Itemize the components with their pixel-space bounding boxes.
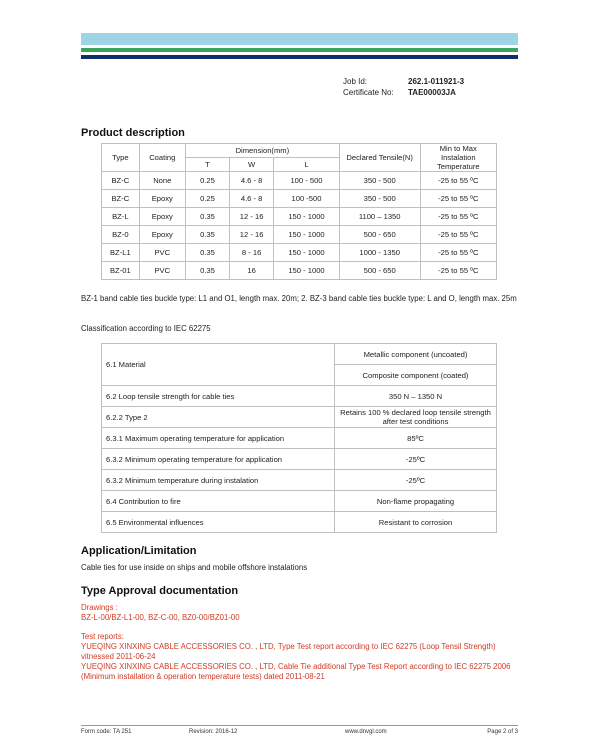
job-id-label: Job Id: bbox=[343, 77, 368, 86]
cell-temp: -25 to 55 ºC bbox=[420, 208, 496, 226]
cls-label: 6.3.2 Minimum temperature during instalation bbox=[102, 470, 335, 491]
cell-temp: -25 to 55 ºC bbox=[420, 262, 496, 280]
cls-value: Non-flame propagating bbox=[335, 491, 497, 512]
table-row bbox=[102, 470, 497, 491]
cert-no: TAE00003JA bbox=[408, 88, 456, 97]
cell-t: 0.25 bbox=[185, 172, 229, 190]
cls-label: 6.5 Environmental influences bbox=[102, 512, 335, 533]
cell-tensile: 500 - 650 bbox=[339, 226, 420, 244]
cls-value: 85ºC bbox=[335, 428, 497, 449]
cell-coating: Epoxy bbox=[139, 226, 185, 244]
table-row bbox=[102, 262, 497, 280]
type-approval-title: Type Approval documentation bbox=[81, 585, 239, 597]
col-l: L bbox=[274, 158, 340, 172]
cls-value: Resistant to corrosion bbox=[335, 512, 497, 533]
cell-t: 0.25 bbox=[185, 190, 229, 208]
cls-label: 6.4 Contribution to fire bbox=[102, 491, 335, 512]
cell-temp: -25 to 55 ºC bbox=[420, 172, 496, 190]
cell-temp: -25 to 55 ºC bbox=[420, 226, 496, 244]
page-footer bbox=[81, 725, 518, 735]
cell-coating: PVC bbox=[139, 262, 185, 280]
table-row bbox=[102, 449, 497, 470]
cell-type: BZ-C bbox=[102, 172, 140, 190]
cls-label: 6.2 Loop tensile strength for cable ties bbox=[102, 386, 335, 407]
table-row bbox=[102, 244, 497, 262]
revision: Revision: 2016-12 bbox=[189, 729, 238, 735]
cell-coating: Epoxy bbox=[139, 208, 185, 226]
classification-intro: Classification according to IEC 62275 bbox=[81, 324, 211, 333]
band-light-blue bbox=[81, 33, 518, 45]
cls-value: Composite component (coated) bbox=[335, 365, 497, 386]
page-number: Page 2 of 3 bbox=[487, 729, 518, 735]
cls-label: 6.3.2 Minimum operating temperature for application bbox=[102, 449, 335, 470]
table-row bbox=[102, 172, 497, 190]
cls-value: -25ºC bbox=[335, 449, 497, 470]
band-navy bbox=[81, 55, 518, 59]
cell-w: 4.6 - 8 bbox=[230, 172, 274, 190]
cell-w: 12 - 16 bbox=[230, 208, 274, 226]
cls-value: Retains 100 % declared loop tensile strength after test conditions bbox=[335, 407, 497, 428]
cls-label: 6.1 Material bbox=[102, 344, 335, 386]
cell-l: 100 -500 bbox=[274, 190, 340, 208]
form-code: Form code: TA 251 bbox=[81, 729, 132, 735]
cell-t: 0.35 bbox=[185, 244, 229, 262]
cell-l: 150 - 1000 bbox=[274, 208, 340, 226]
table-row bbox=[102, 386, 497, 407]
table-row bbox=[102, 190, 497, 208]
cell-type: BZ-C bbox=[102, 190, 140, 208]
col-tensile: Declared Tensile(N) bbox=[339, 144, 420, 172]
cell-coating: PVC bbox=[139, 244, 185, 262]
table-row bbox=[102, 407, 497, 428]
cell-l: 150 - 1000 bbox=[274, 226, 340, 244]
application-title: Application/Limitation bbox=[81, 545, 197, 557]
website: www.dnvgl.com bbox=[345, 729, 387, 735]
drawings-label: Drawings : bbox=[81, 603, 118, 612]
test-report-1: YUEQING XINXING CABLE ACCESSORIES CO. , LTD, Type Test report according to IEC 62275 (Loop Tensil Strength) vitnessed 2011-06-24 bbox=[81, 642, 496, 661]
cls-value: -25ºC bbox=[335, 470, 497, 491]
table-row bbox=[102, 491, 497, 512]
cell-type: BZ-L1 bbox=[102, 244, 140, 262]
col-temp: Min to Max Instalation Temperature bbox=[420, 144, 496, 172]
cell-t: 0.35 bbox=[185, 226, 229, 244]
cls-label: 6.2.2 Type 2 bbox=[102, 407, 335, 428]
application-text: Cable ties for use inside on ships and mobile offshore instalations bbox=[81, 563, 308, 572]
product-table bbox=[101, 143, 497, 280]
cell-type: BZ-01 bbox=[102, 262, 140, 280]
table-row bbox=[102, 344, 497, 365]
col-t: T bbox=[185, 158, 229, 172]
cell-l: 100 - 500 bbox=[274, 172, 340, 190]
test-reports-label: Test reports: bbox=[81, 632, 124, 641]
test-report-2: YUEQING XINXING CABLE ACCESSORIES CO. , LTD, Cable Tie additional Type Test Report according to IEC 62275 2006 (Minimum installation & operation temperature tests) dated 2011-08-21 bbox=[81, 662, 511, 681]
table-row bbox=[102, 428, 497, 449]
col-w: W bbox=[230, 158, 274, 172]
cell-temp: -25 to 55 ºC bbox=[420, 244, 496, 262]
table-row bbox=[102, 226, 497, 244]
table-row bbox=[102, 208, 497, 226]
cell-type: BZ-L bbox=[102, 208, 140, 226]
cell-temp: -25 to 55 ºC bbox=[420, 190, 496, 208]
cls-value: Metallic component (uncoated) bbox=[335, 344, 497, 365]
col-type: Type bbox=[102, 144, 140, 172]
cell-w: 12 - 16 bbox=[230, 226, 274, 244]
cell-l: 150 - 1000 bbox=[274, 244, 340, 262]
cell-tensile: 350 - 500 bbox=[339, 190, 420, 208]
job-id: 262.1-011921-3 bbox=[408, 77, 465, 86]
cell-type: BZ-0 bbox=[102, 226, 140, 244]
col-coating: Coating bbox=[139, 144, 185, 172]
cell-coating: None bbox=[139, 172, 185, 190]
cell-l: 150 - 1000 bbox=[274, 262, 340, 280]
certificate-header bbox=[343, 76, 464, 98]
cell-tensile: 1000 - 1350 bbox=[339, 244, 420, 262]
cert-label: Certificate No: bbox=[343, 88, 394, 97]
cls-label: 6.3.1 Maximum operating temperature for application bbox=[102, 428, 335, 449]
cell-w: 4.6 - 8 bbox=[230, 190, 274, 208]
cell-tensile: 500 - 650 bbox=[339, 262, 420, 280]
cls-value: 350 N – 1350 N bbox=[335, 386, 497, 407]
buckle-note: BZ-1 band cable ties buckle type: L1 and O1, length max. 20m; 2. BZ-3 band cable ties buckle type: L and O, length max. 25m bbox=[81, 294, 517, 303]
cell-tensile: 1100 – 1350 bbox=[339, 208, 420, 226]
cell-t: 0.35 bbox=[185, 208, 229, 226]
table-row bbox=[102, 512, 497, 533]
cell-w: 16 bbox=[230, 262, 274, 280]
cell-coating: Epoxy bbox=[139, 190, 185, 208]
cell-t: 0.35 bbox=[185, 262, 229, 280]
cell-w: 8 - 16 bbox=[230, 244, 274, 262]
product-description-title: Product description bbox=[81, 127, 185, 139]
cell-tensile: 350 - 500 bbox=[339, 172, 420, 190]
classification-table bbox=[101, 343, 497, 533]
col-dimension: Dimension(mm) bbox=[185, 144, 339, 158]
drawings-list: BZ-L-00/BZ-L1-00, BZ-C-00, BZ0-00/BZ01-00 bbox=[81, 613, 240, 622]
